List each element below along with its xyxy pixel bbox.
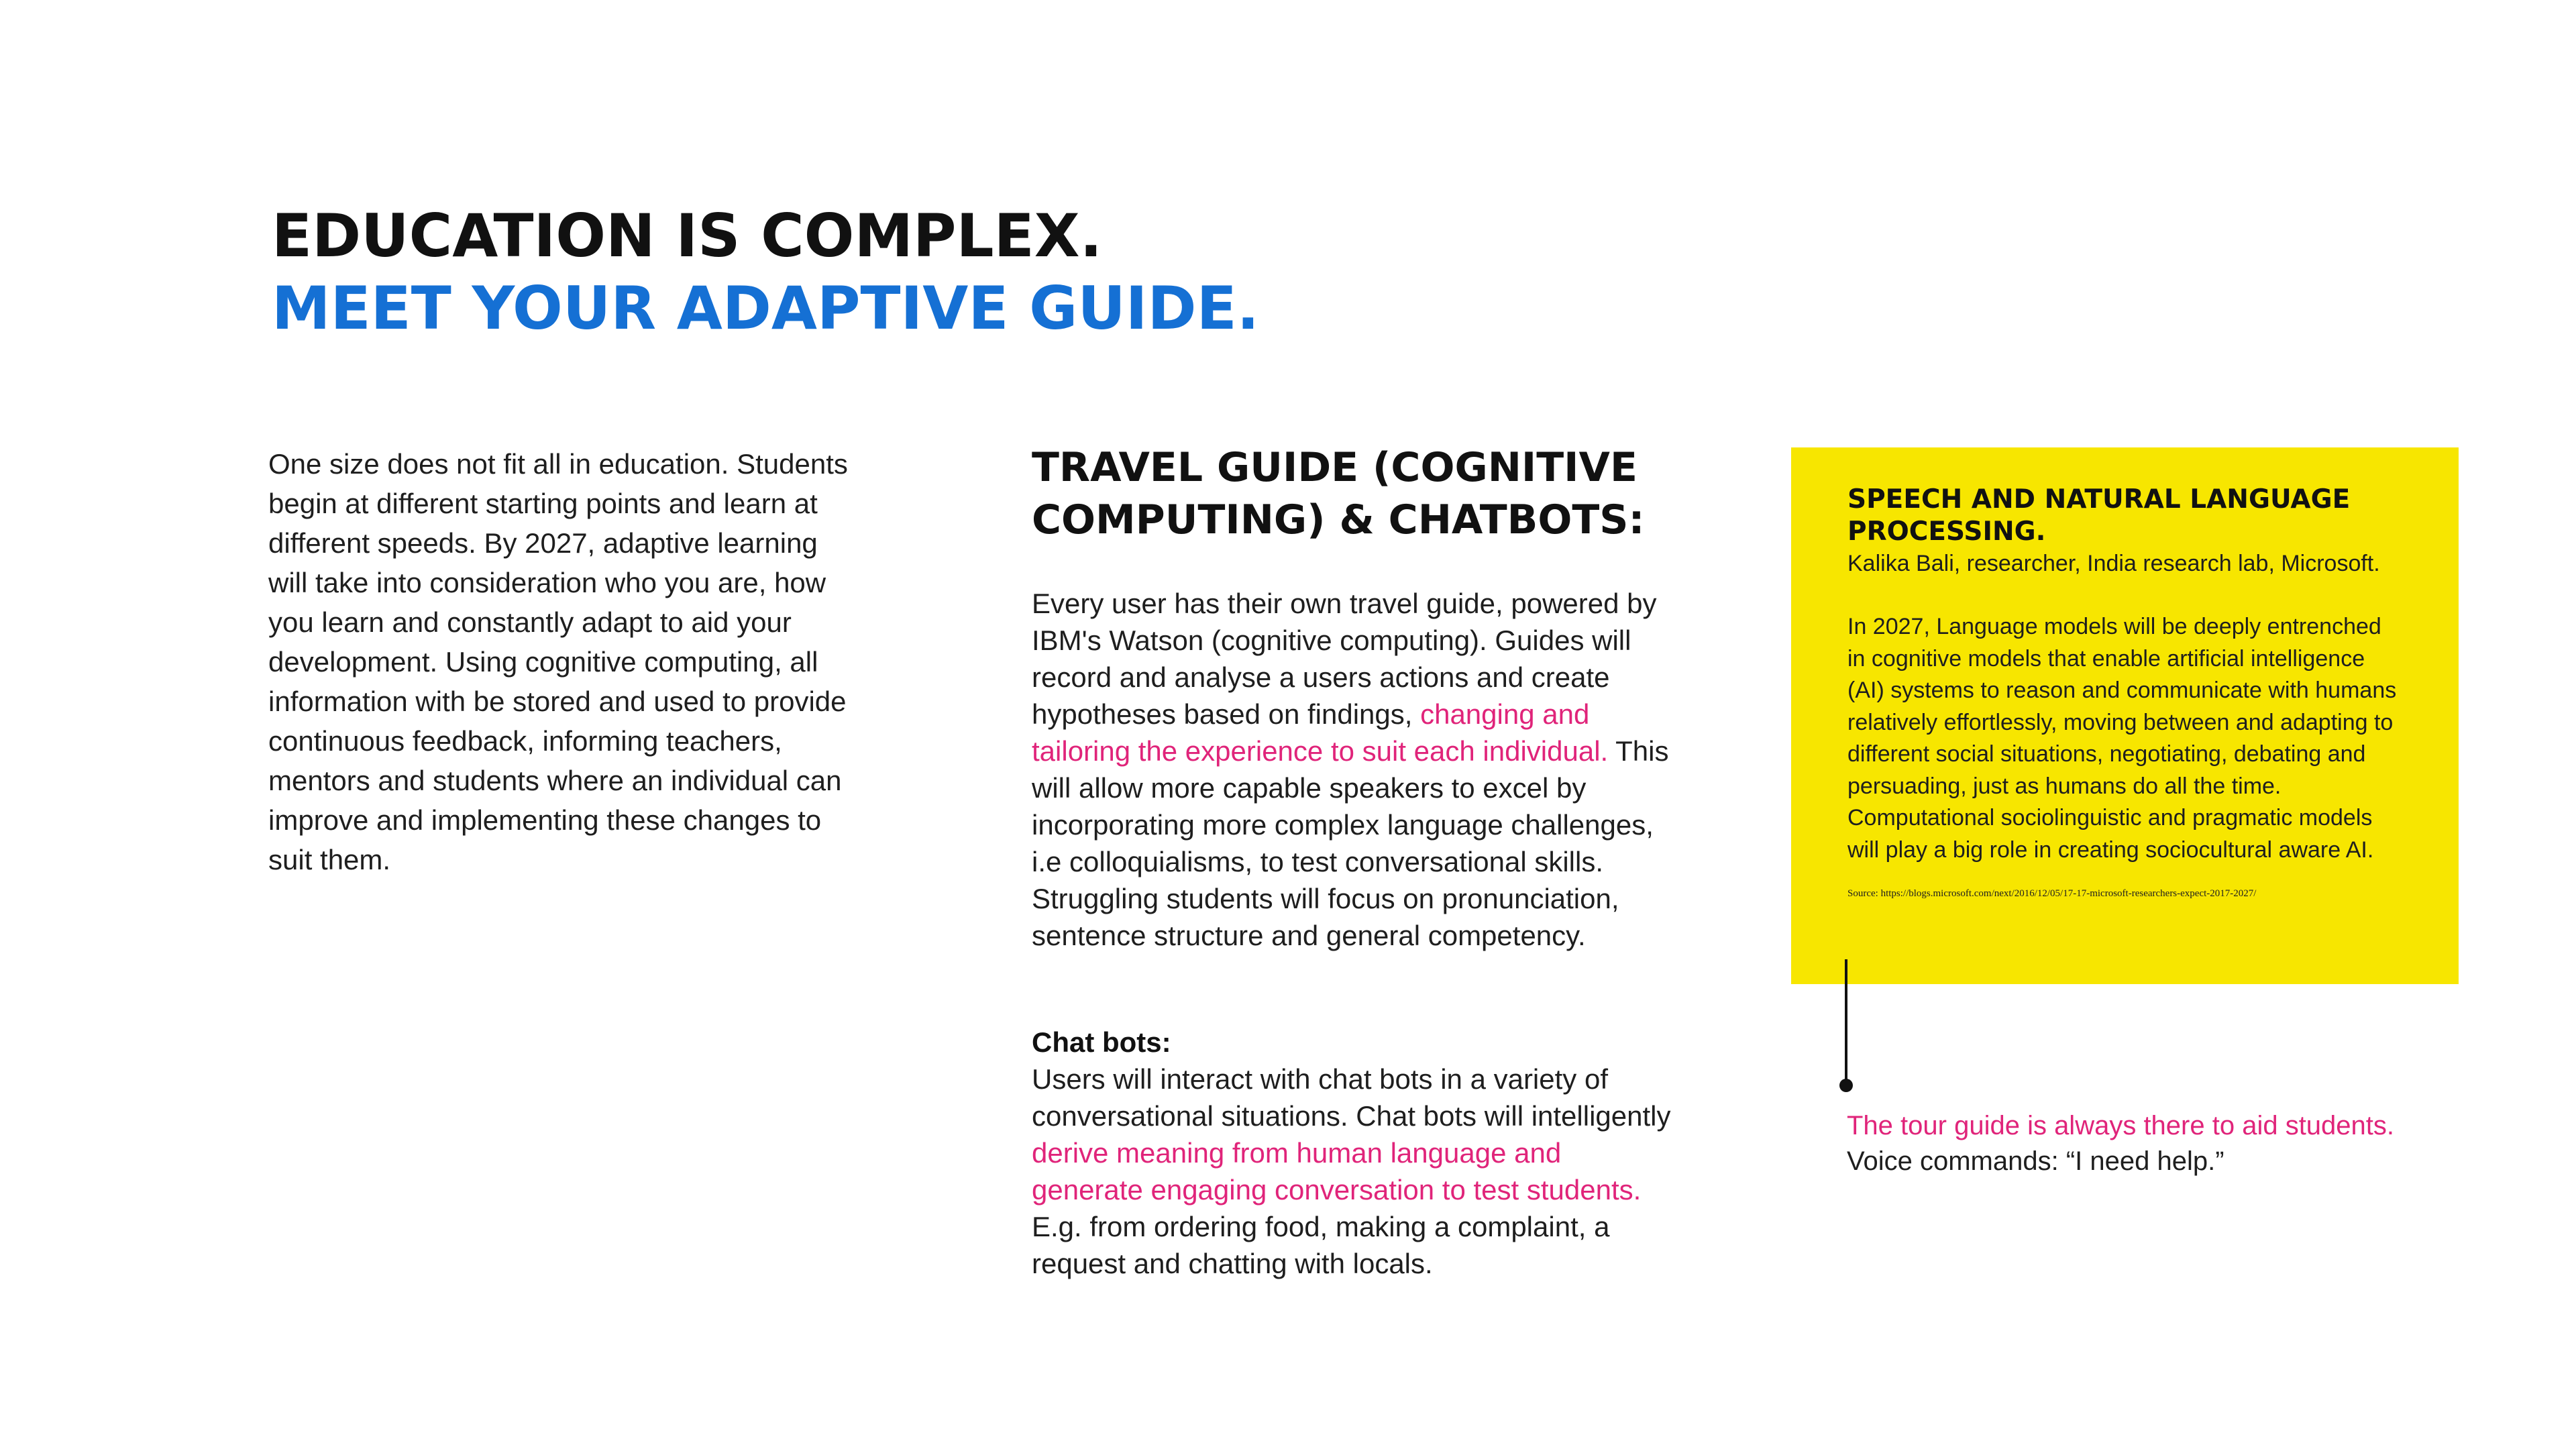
page-headline [272, 200, 1259, 345]
middle-column [1032, 441, 1676, 1282]
travel-guide-body-text-2: This will allow more capable speakers to excel by incorporating more complex language challenges, i.e colloquialisms, to test conversational skills. Struggling students will focus on pronunciation, sentence structure and general competency. [1032, 735, 1669, 951]
caption-line-2: Voice commands: “I need help.” [1847, 1146, 2224, 1176]
quote-box-title: SPEECH AND NATURAL LANGUAGE PROCESSING. [1847, 484, 2351, 547]
chat-bots-body-highlight: derive meaning from human language and generate engaging conversation to test students. [1032, 1137, 1642, 1205]
quote-box-byline: Kalika Bali, researcher, India research lab, Microsoft. [1847, 551, 2380, 576]
headline-line-2: MEET YOUR ADAPTIVE GUIDE. [272, 274, 1260, 343]
left-column-paragraph: One size does not fit all in education. Students begin at different starting points and learn at different speeds. By 2027, adaptive learning will take into consideration who you are, how you learn and constantly adapt to aid your development. Using cognitive computing, all information with be stored and used to provide continuous feedback, informing teachers, mentors and students where an individual can improve and implementing these changes to suit them. [268, 448, 848, 875]
travel-guide-body-highlight: changing and tailoring the experience to suit each individual. [1032, 698, 1609, 767]
travel-guide-body [1032, 585, 1676, 954]
connector-line [1845, 959, 1847, 1083]
caption-line-1: The tour guide is always there to aid students. [1847, 1111, 2395, 1140]
tour-guide-caption [1847, 1108, 2451, 1179]
headline-line-1: EDUCATION IS COMPLEX. [272, 201, 1103, 270]
travel-guide-body-text-1: Every user has their own travel guide, powered by IBM's Watson (cognitive computing). Guides will record and analyse a users actions and create hypotheses based on findings, [1032, 588, 1657, 730]
quote-box-source: Source: https://blogs.microsoft.com/next/2016/12/05/17-17-microsoft-researchers-expect-2017-2027/ [1847, 888, 2257, 899]
travel-guide-heading: TRAVEL GUIDE (COGNITIVE COMPUTING) & CHATBOTS: [1032, 444, 1645, 543]
quote-box [1791, 447, 2459, 984]
chat-bots-title: Chat bots: [1032, 1026, 1171, 1058]
left-column [268, 444, 859, 879]
quote-box-body: In 2027, Language models will be deeply entrenched in cognitive models that enable artificial intelligence (AI) systems to reason and communicate with humans relatively effortlessly, moving between and adapting to different social situations, negotiating, debating and persuading, just as humans do all the time. Computational sociolinguistic and pragmatic models will play a big role in creating sociocultural aware AI. [1847, 614, 2397, 863]
chat-bots-body-text-2: E.g. from ordering food, making a complaint, a request and chatting with locals. [1032, 1211, 1610, 1279]
connector-dot [1839, 1079, 1853, 1092]
chat-bots-body [1032, 1061, 1676, 1282]
chat-bots-body-text-1: Users will interact with chat bots in a variety of conversational situations. Chat bots will intelligently [1032, 1063, 1671, 1132]
